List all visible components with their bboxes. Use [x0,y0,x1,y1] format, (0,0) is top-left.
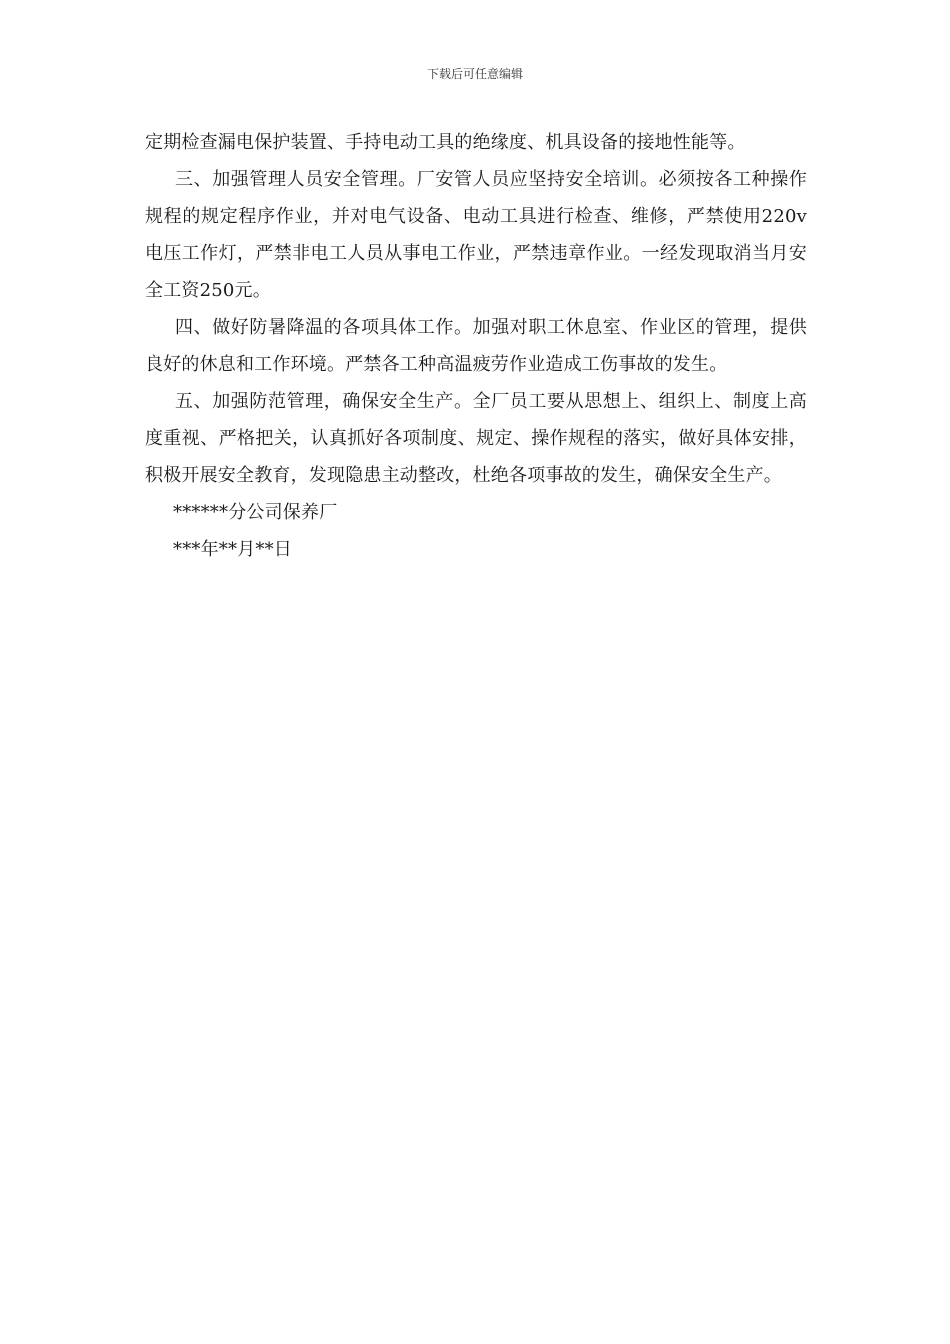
paragraph-continuation: 定期检查漏电保护装置、手持电动工具的绝缘度、机具设备的接地性能等。 [145,132,746,153]
paragraph-section-five: 五、加强防范管理，确保安全生产。全厂员工要从思想上、组织上、制度上高度重视、严格把关，认真抓好各项制度、规定、操作规程的落实，做好具体安排，积极开展安全教育，发现隐患主动整改，杜绝各项事故的发生，确保安全生产。 [145,391,807,486]
paragraph-section-three: 三、加强管理人员安全管理。厂安管人员应坚持安全培训。必须按各工种操作规程的规定程序作业，并对电气设备、电动工具进行检查、维修，严禁使用220v电压工作灯，严禁非电工人员从事电工作业，严禁违章作业。一经发现取消当月安全工资250元。 [145,169,807,301]
page-header-note: 下载后可任意编辑 [426,67,523,81]
document-body [145,124,807,568]
signature-organization: ******分公司保养厂 [173,502,338,523]
signature-date: ***年**月**日 [173,539,292,560]
paragraph-section-four: 四、做好防暑降温的各项具体工作。加强对职工休息室、作业区的管理，提供良好的休息和工作环境。严禁各工种高温疲劳作业造成工伤事故的发生。 [145,317,807,375]
